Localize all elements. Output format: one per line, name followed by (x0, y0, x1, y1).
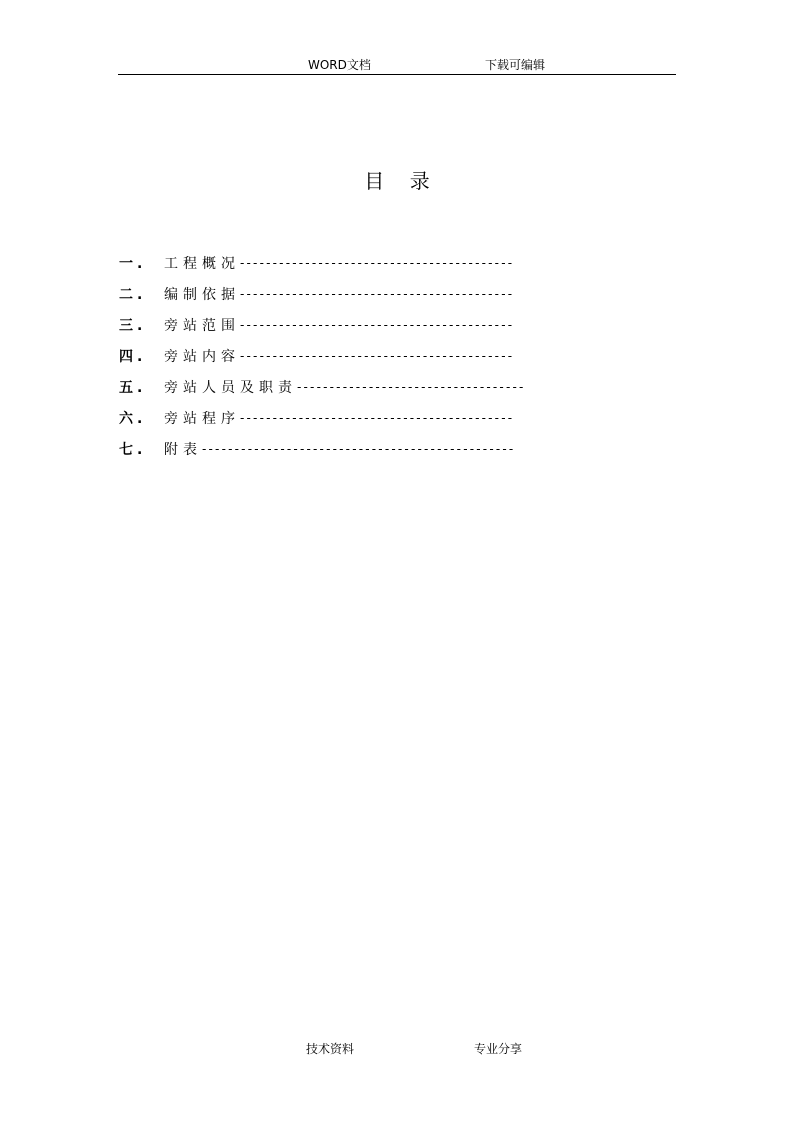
footer-left-text: 技术资料 (306, 1042, 355, 1056)
toc-entry-leader: ------------------------------------------ (240, 317, 515, 332)
toc-entry-title: 旁站内容 (164, 348, 240, 365)
toc-entry-leader: ----------------------------------- (297, 379, 526, 394)
toc-entry (119, 340, 589, 371)
toc-entry-number: 六. (119, 410, 147, 427)
toc-entry-number: 一. (119, 255, 147, 272)
page-header (118, 55, 676, 75)
toc-entry-title: 工程概况 (164, 255, 240, 272)
toc-entry-leader: ------------------------------------------------ (202, 441, 516, 456)
header-right-text: 下载可编辑 (485, 58, 546, 72)
toc-entry (119, 278, 589, 309)
table-of-contents (119, 247, 589, 464)
toc-entry-number: 三. (119, 317, 147, 334)
toc-entry-title: 编制依据 (164, 286, 240, 303)
toc-entry-title: 旁站人员及职责 (164, 379, 297, 396)
footer-right-text: 专业分享 (474, 1042, 523, 1056)
toc-entry-leader: ------------------------------------------ (240, 348, 515, 363)
toc-entry (119, 309, 589, 340)
toc-entry (119, 433, 589, 464)
toc-entry-number: 四. (119, 348, 147, 365)
toc-entry-number: 五. (119, 379, 147, 396)
toc-entry-number: 七. (119, 441, 147, 458)
toc-entry (119, 371, 589, 402)
toc-entry-title: 附表 (164, 441, 202, 458)
toc-entry-leader: ------------------------------------------ (240, 286, 515, 301)
header-left-text: WORD文档 (308, 58, 371, 72)
toc-entry-title: 旁站范围 (164, 317, 240, 334)
toc-entry-leader: ------------------------------------------ (240, 255, 515, 270)
document-title: 目 录 (364, 169, 430, 193)
toc-entry-title: 旁站程序 (164, 410, 240, 427)
toc-entry (119, 402, 589, 433)
toc-entry-leader: ------------------------------------------ (240, 410, 515, 425)
toc-entry (119, 247, 589, 278)
toc-entry-number: 二. (119, 286, 147, 303)
